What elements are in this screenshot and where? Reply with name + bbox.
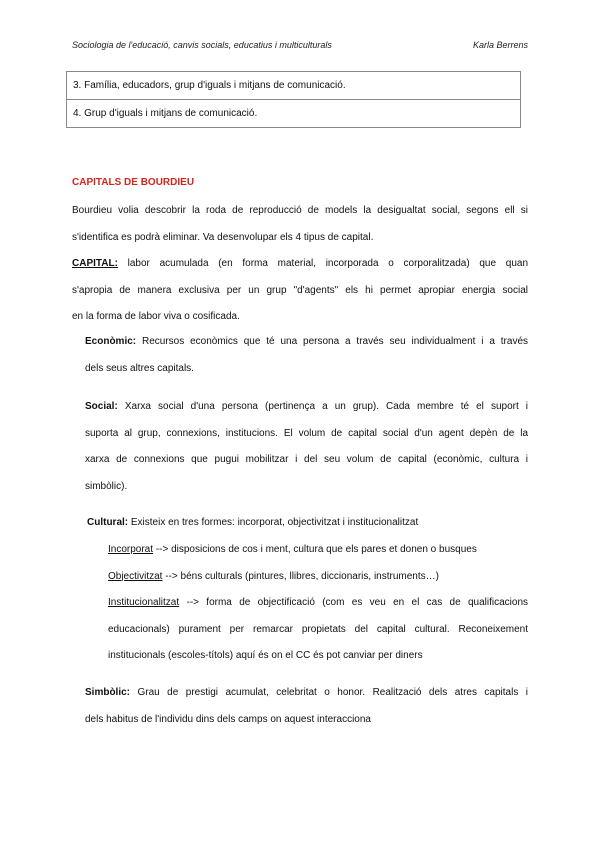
economic-text: Recursos econòmics que té una persona a través seu individualment i a través (141, 336, 528, 347)
capital-text: labor acumulada (en forma material, incorporada o corporalitzada) que quan (127, 258, 529, 269)
capital-line (72, 251, 528, 278)
social-line: suporta al grup, connexions, institucions. El volum de capital social d'un agent depèn de la (85, 427, 528, 439)
capital-line: s'apropia de manera exclusiva per un grup "d'agents" els hi permet apropiar energia social (72, 284, 528, 296)
table-cell: 3. Família, educadors, grup d'iguals i mitjans de comunicació. (67, 72, 521, 100)
incorporat-line (108, 537, 528, 564)
institucionalitzat-line (108, 590, 528, 617)
section-title: CAPITALS DE BOURDIEU (72, 177, 195, 188)
cultural-line (87, 510, 530, 537)
cultural-subitems (108, 537, 528, 670)
social-text: Xarxa social d'una persona (pertinença a un grup). Cada membre té el suport i (124, 401, 529, 412)
institucionalitzat-line: institucionals (escoles-títols) aquí és on el CC és pot canviar per diners (108, 650, 423, 661)
capital-paragraph (72, 251, 528, 331)
institucionalitzat-label: Institucionalitzat (108, 597, 180, 608)
cultural-paragraph (87, 510, 530, 537)
social-label: Social: (85, 401, 118, 412)
objectivitzat-label: Objectivitzat (108, 570, 163, 582)
capital-label: CAPITAL: (72, 258, 118, 269)
simbolic-text: Grau de prestigi acumulat, celebritat o honor. Realització dels atres capitals i (137, 687, 529, 698)
social-line (85, 394, 528, 421)
social-paragraph (85, 394, 528, 500)
social-line: xarxa de connexions que pugui mobilitzar i del seu volum de capital (econòmic, cultura i (85, 454, 528, 465)
header-title: Sociologia de l'educació, canvis socials, educatius i multiculturals (72, 40, 332, 50)
economic-paragraph (85, 329, 528, 382)
simbolic-line: dels habitus de l'individu dins dels camps on aquest interacciona (85, 713, 371, 725)
objectivitzat-text: --> béns culturals (pintures, llibres, diccionaris, instruments…) (165, 570, 439, 582)
intro-paragraph (72, 198, 528, 251)
economic-line (85, 329, 528, 356)
cultural-text: Existeix en tres formes: incorporat, objectivitzat i institucionalitzat (130, 517, 419, 528)
list-table (66, 71, 521, 128)
social-line: simbòlic). (85, 480, 128, 492)
intro-line: Bourdieu volia descobrir la roda de reproducció de models la desigualtat social, segons ell si (72, 205, 528, 216)
capital-line: en la forma de labor viva o cosificada. (72, 311, 240, 322)
economic-line: dels seus altres capitals. (85, 362, 194, 374)
economic-label: Econòmic: (85, 336, 137, 347)
intro-line: s'identifica es podrà eliminar. Va desenvolupar els 4 tipus de capital. (72, 231, 374, 243)
incorporat-label: Incorporat (108, 544, 154, 555)
institucionalitzat-text: --> forma de objectificació (com es veu en el cas de qualificacions (186, 597, 528, 608)
table-cell: 4. Grup d'iguals i mitjans de comunicació. (67, 100, 521, 128)
incorporat-text: --> disposicions de cos i ment, cultura que els pares et donen o busques (155, 544, 477, 555)
institucionalitzat-line: educacionals) purament per remarcar propietats del capital cultural. Reconeixement (108, 623, 528, 635)
simbolic-paragraph (85, 680, 528, 733)
cultural-label: Cultural: (87, 517, 129, 528)
simbolic-line (85, 680, 528, 707)
simbolic-label: Simbòlic: (85, 687, 131, 698)
objectivitzat-line (108, 564, 528, 591)
table-row (67, 100, 521, 128)
table-row (67, 72, 521, 100)
header-author: Karla Berrens (472, 40, 528, 50)
